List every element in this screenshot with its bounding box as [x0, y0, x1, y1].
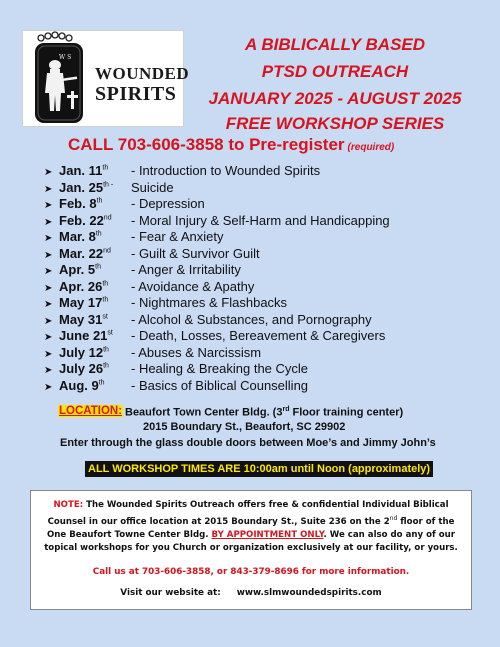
session-date: Mar. 8th	[59, 229, 102, 244]
workshop-session	[44, 279, 390, 296]
session-topic: - Anger & Irritability	[131, 262, 241, 277]
workshop-session	[44, 378, 390, 395]
call-required-note: (required)	[347, 142, 395, 153]
location-directions: Enter through the glass double doors between Moe’s and Jimmy John’s	[60, 437, 436, 449]
session-topic: Suicide	[131, 179, 174, 195]
session-topic: - Healing & Breaking the Cycle	[131, 361, 309, 376]
bullet-arrow-icon: ➤	[44, 381, 53, 393]
session-date: Feb. 8th	[59, 196, 103, 211]
bullet-arrow-icon: ➤	[44, 282, 53, 294]
header-line-3: JANUARY 2025 - AUGUST 2025	[208, 89, 462, 108]
session-date: Apr. 26th	[59, 278, 109, 294]
workshop-session	[44, 246, 390, 263]
workshop-session	[44, 312, 390, 329]
bullet-arrow-icon: ➤	[44, 299, 53, 310]
workshop-session	[44, 180, 390, 197]
session-date: Jan. 11th	[59, 163, 109, 178]
workshop-session	[44, 328, 390, 345]
bullet-arrow-icon: ➤	[44, 315, 53, 327]
header-line-4: FREE WORKSHOP SERIES	[225, 114, 445, 133]
bullet-arrow-icon: ➤	[44, 183, 53, 195]
session-topic: - Basics of Biblical Counselling	[131, 377, 309, 393]
session-topic: - Alcohol & Substances, and Pornography	[131, 311, 372, 327]
session-topic: - Guilt & Survivor Guilt	[131, 245, 260, 261]
session-date: Jan. $25^{th -}$	[59, 179, 114, 195]
session-topic: - Depression	[131, 196, 205, 211]
session-date: Aug. 9th	[59, 377, 105, 393]
header-line-1: A BIBLICALLY BASED	[244, 35, 426, 54]
session-topic: - Avoidance & Apathy	[131, 278, 255, 294]
bullet-arrow-icon: ➤	[44, 266, 53, 277]
location-line-1: Beaufort Town Center Bldg. (3rd Floor training center)	[125, 406, 404, 419]
by-appointment-only: BY APPOINTMENT ONLY	[211, 529, 324, 540]
svg-text:W S: W S	[59, 54, 72, 61]
website-link[interactable]: www.slmwoundedspirits.com	[236, 588, 382, 598]
workshop-session	[44, 345, 390, 362]
session-date: July 12th	[59, 344, 109, 360]
session-date: July 26th	[59, 361, 109, 376]
logo-wordmark-line2: SPIRITS	[95, 83, 177, 105]
workshop-session	[44, 163, 390, 180]
workshop-times-banner: ALL WORKSHOP TIMES ARE 10:00am until Noon (approximately)	[85, 461, 433, 477]
session-date: June 21st	[59, 328, 113, 343]
call-text: CALL 703-606-3858 to Pre-register	[68, 135, 345, 154]
bullet-arrow-icon: ➤	[44, 249, 53, 261]
logo-wordmark-line1: WOUNDED	[95, 64, 190, 83]
workshop-session	[44, 196, 390, 213]
bullet-arrow-icon: ➤	[44, 200, 53, 211]
session-date: May 31st	[59, 311, 108, 327]
session-date: Apr. 5th	[59, 262, 101, 277]
bullet-arrow-icon: ➤	[44, 332, 53, 343]
session-date: Feb. 22nd	[59, 212, 112, 228]
website-line	[31, 588, 471, 598]
workshop-session	[44, 262, 390, 279]
bullet-arrow-icon: ➤	[44, 216, 53, 228]
wounded-spirits-logo	[22, 30, 190, 127]
bullet-arrow-icon: ➤	[44, 167, 53, 178]
session-topic: - Fear & Anxiety	[131, 229, 224, 244]
bullet-arrow-icon: ➤	[44, 365, 53, 376]
session-topic: - Nightmares & Flashbacks	[131, 295, 288, 310]
call-to-register	[68, 135, 394, 155]
note-box	[30, 490, 472, 610]
session-topic: - Introduction to Wounded Spirits	[131, 163, 321, 178]
workshop-session	[44, 295, 390, 312]
workshop-session	[44, 361, 390, 378]
session-date: May 17th	[59, 295, 109, 310]
bullet-arrow-icon: ➤	[44, 233, 53, 244]
workshop-session	[44, 229, 390, 246]
note-paragraph: NOTE: The Wounded Spirits Outreach offers free & confidential Individual Biblical Counsel in our office location at 2015 Boundary St., Suite 236 on the 2nd floor of the One Beaufort Towne Center Bldg. BY APPOINTMENT ONLY. We can also do any of our topical workshops for you Church or organization exclusively at our facility, or yours.	[44, 500, 458, 553]
session-topic: - Moral Injury & Self-Harm and Handicapping	[131, 212, 390, 228]
location-label: LOCATION:	[59, 405, 123, 417]
session-topic: - Abuses & Narcissism	[131, 344, 262, 360]
session-topic: - Death, Losses, Bereavement & Caregivers	[131, 328, 386, 343]
location-address: 2015 Boundary St., Beaufort, SC 29902	[143, 421, 346, 433]
note-call-numbers: Call us at 703-606-3858, or 843-379-8696 for more information.	[92, 567, 410, 577]
header-line-2: PTSD OUTREACH	[261, 62, 409, 81]
website-label: Visit our website at:	[120, 588, 221, 598]
session-date: Mar. 22nd	[59, 245, 111, 261]
bullet-arrow-icon: ➤	[44, 348, 53, 360]
note-label: NOTE:	[53, 500, 84, 510]
workshop-schedule-list	[44, 163, 390, 394]
workshop-session	[44, 213, 390, 230]
